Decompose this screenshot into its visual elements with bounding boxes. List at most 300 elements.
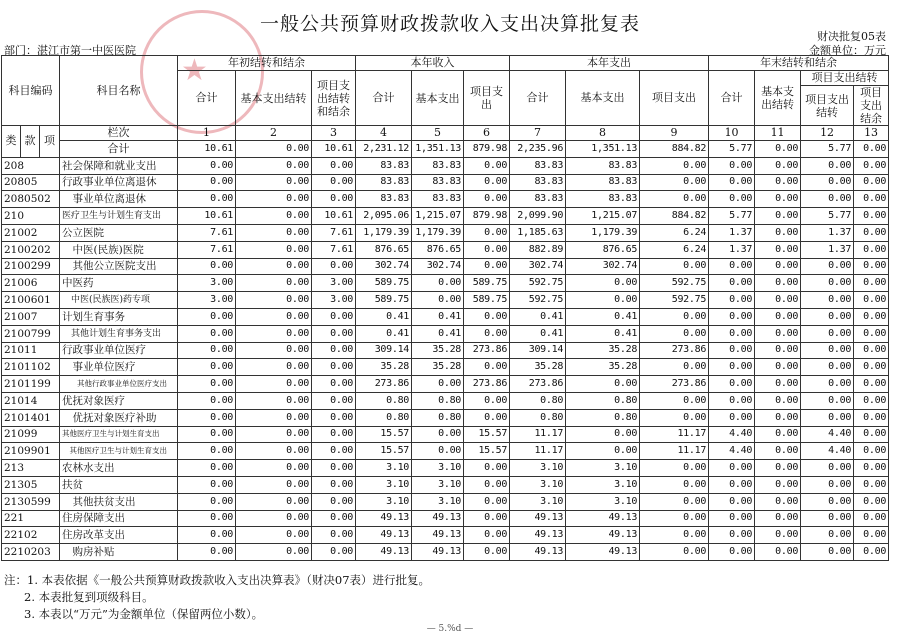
row-value: 35.28 bbox=[412, 342, 464, 359]
row-value: 83.83 bbox=[356, 191, 412, 208]
row-value: 0.00 bbox=[755, 174, 801, 191]
row-value: 0.00 bbox=[236, 476, 312, 493]
row-value: 0.00 bbox=[755, 275, 801, 292]
row-value: 49.13 bbox=[356, 544, 412, 561]
total-cell: 0.00 bbox=[755, 141, 801, 158]
col-num: 12 bbox=[801, 126, 854, 141]
h-income-total: 合计 bbox=[356, 71, 412, 126]
row-value: 0.00 bbox=[464, 493, 510, 510]
table-row bbox=[2, 342, 889, 359]
row-value: 589.75 bbox=[356, 275, 412, 292]
row-value: 0.00 bbox=[178, 342, 236, 359]
row-value: 273.86 bbox=[464, 376, 510, 393]
row-value: 0.00 bbox=[464, 325, 510, 342]
row-value: 0.80 bbox=[412, 409, 464, 426]
row-value: 0.00 bbox=[566, 443, 640, 460]
row-name: 公立医院 bbox=[60, 224, 178, 241]
row-value: 0.00 bbox=[709, 174, 755, 191]
table-row bbox=[2, 376, 889, 393]
h-lanci: 栏次 bbox=[60, 126, 178, 141]
row-value: 0.00 bbox=[178, 308, 236, 325]
row-value: 0.80 bbox=[566, 392, 640, 409]
unit-label: 金额单位：万元 bbox=[809, 44, 886, 57]
row-value: 0.00 bbox=[312, 493, 356, 510]
row-value: 0.00 bbox=[640, 493, 709, 510]
col-name-header: 科目名称 bbox=[60, 56, 178, 126]
row-value: 0.00 bbox=[709, 460, 755, 477]
row-value: 0.00 bbox=[312, 544, 356, 561]
row-value: 0.00 bbox=[709, 325, 755, 342]
col-num: 13 bbox=[854, 126, 889, 141]
row-value: 0.00 bbox=[464, 392, 510, 409]
table-title: 一般公共预算财政拨款收入支出决算批复表 bbox=[259, 13, 640, 35]
row-value: 0.41 bbox=[566, 325, 640, 342]
h-expense-project: 项目支出 bbox=[640, 71, 709, 126]
group-end-header: 年末结转和结余 bbox=[709, 56, 889, 71]
group-begin-header: 年初结转和结余 bbox=[178, 56, 356, 71]
row-value: 0.00 bbox=[640, 191, 709, 208]
row-value: 0.00 bbox=[801, 275, 854, 292]
row-value: 309.14 bbox=[356, 342, 412, 359]
row-value: 0.00 bbox=[854, 493, 889, 510]
row-name: 行政事业单位医疗 bbox=[60, 342, 178, 359]
row-value: 302.74 bbox=[510, 258, 566, 275]
row-value: 0.00 bbox=[412, 275, 464, 292]
row-value: 0.00 bbox=[854, 409, 889, 426]
row-value: 1.37 bbox=[709, 224, 755, 241]
row-value: 15.57 bbox=[356, 443, 412, 460]
row-value: 0.00 bbox=[312, 258, 356, 275]
total-cell: 879.98 bbox=[464, 141, 510, 158]
row-value: 879.98 bbox=[464, 208, 510, 225]
row-value: 0.00 bbox=[178, 544, 236, 561]
row-value: 0.00 bbox=[312, 426, 356, 443]
row-value: 0.00 bbox=[755, 426, 801, 443]
row-code: 21014 bbox=[2, 392, 60, 409]
row-value: 83.83 bbox=[412, 157, 464, 174]
row-name: 优抚对象医疗补助 bbox=[60, 409, 178, 426]
h-income-project: 项目支出 bbox=[464, 71, 510, 126]
table-row bbox=[2, 174, 889, 191]
row-code: 21099 bbox=[2, 426, 60, 443]
row-value: 0.00 bbox=[236, 443, 312, 460]
row-value: 273.86 bbox=[464, 342, 510, 359]
col-num: 2 bbox=[236, 126, 312, 141]
row-value: 0.00 bbox=[755, 224, 801, 241]
note-line: 注：1. 本表依据《一般公共预算财政拨款收入支出决算表》（财决07表）进行批复。 bbox=[4, 573, 431, 587]
row-value: 0.00 bbox=[854, 258, 889, 275]
row-value: 0.00 bbox=[801, 527, 854, 544]
row-value: 0.00 bbox=[709, 493, 755, 510]
row-name: 事业单位医疗 bbox=[60, 359, 178, 376]
row-value: 882.89 bbox=[510, 241, 566, 258]
h-kuan: 款 bbox=[21, 126, 40, 158]
row-value: 49.13 bbox=[412, 527, 464, 544]
row-value: 0.00 bbox=[640, 308, 709, 325]
row-value: 592.75 bbox=[640, 292, 709, 309]
row-value: 0.00 bbox=[755, 544, 801, 561]
row-value: 0.00 bbox=[854, 359, 889, 376]
row-value: 0.00 bbox=[178, 392, 236, 409]
row-value: 0.00 bbox=[801, 292, 854, 309]
row-code: 2080502 bbox=[2, 191, 60, 208]
row-value: 0.00 bbox=[464, 224, 510, 241]
row-value: 0.00 bbox=[755, 292, 801, 309]
row-value: 2,095.06 bbox=[356, 208, 412, 225]
row-value: 1,215.07 bbox=[412, 208, 464, 225]
total-cell: 2,231.12 bbox=[356, 141, 412, 158]
total-cell: 1,351.13 bbox=[566, 141, 640, 158]
table-row bbox=[2, 224, 889, 241]
row-value: 0.00 bbox=[236, 258, 312, 275]
row-value: 7.61 bbox=[178, 241, 236, 258]
row-code: 2100601 bbox=[2, 292, 60, 309]
row-value: 0.00 bbox=[854, 224, 889, 241]
row-value: 876.65 bbox=[356, 241, 412, 258]
row-code: 21011 bbox=[2, 342, 60, 359]
row-name: 优抚对象医疗 bbox=[60, 392, 178, 409]
row-value: 0.00 bbox=[640, 258, 709, 275]
row-value: 0.00 bbox=[236, 342, 312, 359]
row-value: 1,179.39 bbox=[412, 224, 464, 241]
row-value: 49.13 bbox=[412, 510, 464, 527]
table-row bbox=[2, 493, 889, 510]
row-value: 1,185.63 bbox=[510, 224, 566, 241]
row-value: 0.00 bbox=[801, 308, 854, 325]
row-value: 273.86 bbox=[640, 376, 709, 393]
h-end-project-transfer: 项目支出结转 bbox=[801, 86, 854, 126]
table-row bbox=[2, 392, 889, 409]
row-value: 0.00 bbox=[178, 476, 236, 493]
row-value: 0.00 bbox=[801, 544, 854, 561]
row-value: 0.00 bbox=[755, 409, 801, 426]
row-value: 0.00 bbox=[640, 359, 709, 376]
row-value: 0.80 bbox=[356, 392, 412, 409]
row-value: 0.00 bbox=[854, 174, 889, 191]
row-value: 0.00 bbox=[755, 191, 801, 208]
row-value: 592.75 bbox=[510, 275, 566, 292]
row-value: 0.00 bbox=[640, 544, 709, 561]
department-label: 部门：湛江市第一中医医院 bbox=[4, 44, 136, 57]
row-code: 2100799 bbox=[2, 325, 60, 342]
table-row bbox=[2, 409, 889, 426]
row-value: 0.41 bbox=[566, 308, 640, 325]
row-value: 3.10 bbox=[566, 476, 640, 493]
row-value: 0.00 bbox=[236, 359, 312, 376]
total-cell: 5.77 bbox=[801, 141, 854, 158]
col-num: 4 bbox=[356, 126, 412, 141]
table-row bbox=[2, 443, 889, 460]
row-value: 83.83 bbox=[412, 174, 464, 191]
row-value: 0.00 bbox=[312, 359, 356, 376]
row-value: 0.00 bbox=[312, 376, 356, 393]
row-code: 210 bbox=[2, 208, 60, 225]
row-value: 0.00 bbox=[854, 426, 889, 443]
row-value: 0.00 bbox=[801, 359, 854, 376]
total-row bbox=[2, 141, 889, 158]
row-value: 4.40 bbox=[801, 426, 854, 443]
row-value: 0.00 bbox=[412, 443, 464, 460]
row-value: 0.00 bbox=[178, 359, 236, 376]
row-value: 0.00 bbox=[464, 157, 510, 174]
row-value: 0.00 bbox=[709, 191, 755, 208]
row-value: 0.00 bbox=[464, 510, 510, 527]
row-name: 计划生育事务 bbox=[60, 308, 178, 325]
row-value: 0.00 bbox=[801, 392, 854, 409]
row-value: 0.00 bbox=[236, 224, 312, 241]
row-value: 10.61 bbox=[312, 208, 356, 225]
table-row bbox=[2, 241, 889, 258]
row-value: 0.00 bbox=[412, 426, 464, 443]
h-xiang: 项 bbox=[40, 126, 60, 158]
row-value: 5.77 bbox=[801, 208, 854, 225]
table-row bbox=[2, 325, 889, 342]
row-value: 0.00 bbox=[566, 376, 640, 393]
row-value: 0.00 bbox=[236, 325, 312, 342]
row-value: 0.41 bbox=[412, 325, 464, 342]
row-value: 49.13 bbox=[566, 544, 640, 561]
row-value: 0.00 bbox=[464, 174, 510, 191]
row-value: 49.13 bbox=[510, 527, 566, 544]
row-code: 2130599 bbox=[2, 493, 60, 510]
row-value: 0.00 bbox=[236, 493, 312, 510]
row-value: 0.00 bbox=[854, 510, 889, 527]
row-value: 0.00 bbox=[801, 409, 854, 426]
row-value: 273.86 bbox=[510, 376, 566, 393]
row-value: 11.17 bbox=[640, 443, 709, 460]
row-code: 2210203 bbox=[2, 544, 60, 561]
row-value: 0.00 bbox=[854, 157, 889, 174]
row-value: 0.00 bbox=[236, 544, 312, 561]
row-value: 0.00 bbox=[312, 476, 356, 493]
row-value: 0.00 bbox=[709, 308, 755, 325]
row-value: 0.00 bbox=[801, 325, 854, 342]
row-value: 0.41 bbox=[510, 325, 566, 342]
row-value: 4.40 bbox=[709, 426, 755, 443]
row-value: 0.00 bbox=[854, 241, 889, 258]
row-value: 0.00 bbox=[464, 527, 510, 544]
row-value: 1.37 bbox=[801, 224, 854, 241]
h-lei: 类 bbox=[2, 126, 21, 158]
row-value: 0.00 bbox=[640, 174, 709, 191]
row-name: 中医(民族医)药专项 bbox=[60, 292, 178, 309]
official-seal-stamp: ★ bbox=[140, 10, 264, 134]
row-value: 0.00 bbox=[640, 157, 709, 174]
row-value: 0.00 bbox=[854, 376, 889, 393]
row-value: 0.00 bbox=[236, 510, 312, 527]
row-value: 0.00 bbox=[755, 157, 801, 174]
row-value: 0.00 bbox=[178, 527, 236, 544]
row-value: 0.00 bbox=[801, 376, 854, 393]
table-row bbox=[2, 258, 889, 275]
row-value: 49.13 bbox=[566, 510, 640, 527]
row-value: 0.00 bbox=[709, 342, 755, 359]
row-value: 0.00 bbox=[755, 342, 801, 359]
row-code: 2101199 bbox=[2, 376, 60, 393]
col-num: 10 bbox=[709, 126, 755, 141]
row-value: 884.82 bbox=[640, 208, 709, 225]
row-value: 0.00 bbox=[312, 191, 356, 208]
row-value: 0.00 bbox=[640, 510, 709, 527]
row-value: 49.13 bbox=[510, 544, 566, 561]
row-code: 208 bbox=[2, 157, 60, 174]
row-value: 0.00 bbox=[854, 308, 889, 325]
row-value: 876.65 bbox=[412, 241, 464, 258]
row-value: 0.00 bbox=[464, 409, 510, 426]
row-value: 0.00 bbox=[755, 476, 801, 493]
row-value: 0.00 bbox=[312, 174, 356, 191]
total-cell: 884.82 bbox=[640, 141, 709, 158]
row-value: 35.28 bbox=[356, 359, 412, 376]
row-value: 0.00 bbox=[178, 426, 236, 443]
row-value: 0.00 bbox=[709, 258, 755, 275]
row-value: 0.00 bbox=[464, 258, 510, 275]
row-value: 302.74 bbox=[412, 258, 464, 275]
total-cell: 5.77 bbox=[709, 141, 755, 158]
row-code: 2100202 bbox=[2, 241, 60, 258]
row-value: 0.00 bbox=[236, 275, 312, 292]
h-begin-project: 项目支出结转和结余 bbox=[312, 71, 356, 126]
row-value: 49.13 bbox=[356, 510, 412, 527]
row-value: 4.40 bbox=[801, 443, 854, 460]
row-value: 3.10 bbox=[510, 493, 566, 510]
row-name: 农林水支出 bbox=[60, 460, 178, 477]
row-value: 3.00 bbox=[312, 275, 356, 292]
row-value: 3.10 bbox=[566, 460, 640, 477]
row-name: 行政事业单位离退休 bbox=[60, 174, 178, 191]
row-value: 0.00 bbox=[640, 325, 709, 342]
row-value: 273.86 bbox=[640, 342, 709, 359]
row-value: 3.10 bbox=[412, 476, 464, 493]
row-value: 11.17 bbox=[510, 426, 566, 443]
row-value: 0.00 bbox=[236, 409, 312, 426]
row-value: 0.00 bbox=[755, 392, 801, 409]
row-name: 中医药 bbox=[60, 275, 178, 292]
h-end-total: 合计 bbox=[709, 71, 755, 126]
row-value: 0.00 bbox=[755, 460, 801, 477]
row-value: 0.00 bbox=[464, 544, 510, 561]
row-value: 0.00 bbox=[854, 342, 889, 359]
row-value: 1,179.39 bbox=[356, 224, 412, 241]
row-value: 7.61 bbox=[178, 224, 236, 241]
row-value: 0.00 bbox=[464, 191, 510, 208]
row-code: 21002 bbox=[2, 224, 60, 241]
row-value: 309.14 bbox=[510, 342, 566, 359]
row-value: 592.75 bbox=[510, 292, 566, 309]
row-value: 0.00 bbox=[236, 292, 312, 309]
row-value: 0.00 bbox=[178, 258, 236, 275]
row-name: 中医(民族)医院 bbox=[60, 241, 178, 258]
row-value: 0.00 bbox=[709, 275, 755, 292]
row-code: 213 bbox=[2, 460, 60, 477]
row-name: 其他医疗卫生与计划生育支出 bbox=[60, 443, 178, 460]
row-value: 0.00 bbox=[464, 308, 510, 325]
total-cell: 2,235.96 bbox=[510, 141, 566, 158]
row-value: 0.00 bbox=[801, 510, 854, 527]
total-cell: 10.61 bbox=[178, 141, 236, 158]
row-value: 49.13 bbox=[412, 544, 464, 561]
row-value: 0.00 bbox=[312, 392, 356, 409]
row-value: 0.00 bbox=[312, 342, 356, 359]
row-value: 1.37 bbox=[801, 241, 854, 258]
row-value: 83.83 bbox=[356, 174, 412, 191]
row-value: 3.10 bbox=[510, 476, 566, 493]
row-code: 20805 bbox=[2, 174, 60, 191]
total-cell: 1,351.13 bbox=[412, 141, 464, 158]
row-value: 0.00 bbox=[312, 409, 356, 426]
row-value: 0.00 bbox=[755, 493, 801, 510]
col-num: 11 bbox=[755, 126, 801, 141]
row-value: 0.00 bbox=[178, 493, 236, 510]
table-row bbox=[2, 208, 889, 225]
row-value: 592.75 bbox=[640, 275, 709, 292]
row-value: 3.10 bbox=[566, 493, 640, 510]
row-value: 0.00 bbox=[178, 157, 236, 174]
row-value: 0.00 bbox=[178, 174, 236, 191]
row-value: 0.00 bbox=[801, 258, 854, 275]
row-value: 0.80 bbox=[510, 392, 566, 409]
row-value: 1,215.07 bbox=[566, 208, 640, 225]
row-value: 273.86 bbox=[356, 376, 412, 393]
table-row bbox=[2, 510, 889, 527]
row-value: 0.00 bbox=[854, 443, 889, 460]
table-row bbox=[2, 460, 889, 477]
row-code: 22102 bbox=[2, 527, 60, 544]
row-value: 0.00 bbox=[709, 476, 755, 493]
row-value: 0.00 bbox=[640, 409, 709, 426]
row-value: 0.00 bbox=[236, 208, 312, 225]
row-value: 302.74 bbox=[566, 258, 640, 275]
row-value: 3.10 bbox=[356, 460, 412, 477]
table-row bbox=[2, 308, 889, 325]
row-value: 0.00 bbox=[178, 510, 236, 527]
col-num: 7 bbox=[510, 126, 566, 141]
row-value: 0.00 bbox=[566, 426, 640, 443]
row-value: 83.83 bbox=[510, 174, 566, 191]
row-value: 0.00 bbox=[178, 409, 236, 426]
total-cell: 0.00 bbox=[854, 141, 889, 158]
row-value: 0.00 bbox=[709, 292, 755, 309]
row-value: 0.00 bbox=[755, 258, 801, 275]
row-value: 83.83 bbox=[566, 191, 640, 208]
table-row bbox=[2, 359, 889, 376]
row-value: 0.00 bbox=[709, 359, 755, 376]
total-label: 合计 bbox=[60, 141, 178, 158]
row-value: 3.00 bbox=[312, 292, 356, 309]
table-row bbox=[2, 275, 889, 292]
row-name: 住房保障支出 bbox=[60, 510, 178, 527]
row-value: 0.00 bbox=[236, 308, 312, 325]
row-value: 0.00 bbox=[236, 527, 312, 544]
row-value: 83.83 bbox=[412, 191, 464, 208]
col-num: 1 bbox=[178, 126, 236, 141]
row-name: 其他计划生育事务支出 bbox=[60, 325, 178, 342]
row-value: 0.41 bbox=[412, 308, 464, 325]
row-value: 0.00 bbox=[236, 392, 312, 409]
row-value: 302.74 bbox=[356, 258, 412, 275]
row-code: 21305 bbox=[2, 476, 60, 493]
row-value: 0.00 bbox=[640, 527, 709, 544]
row-value: 0.00 bbox=[236, 460, 312, 477]
row-value: 0.00 bbox=[854, 325, 889, 342]
row-value: 0.00 bbox=[236, 376, 312, 393]
row-value: 0.00 bbox=[854, 527, 889, 544]
col-num: 3 bbox=[312, 126, 356, 141]
row-value: 35.28 bbox=[566, 342, 640, 359]
row-value: 589.75 bbox=[464, 292, 510, 309]
h-begin-total: 合计 bbox=[178, 71, 236, 126]
row-value: 0.00 bbox=[709, 392, 755, 409]
